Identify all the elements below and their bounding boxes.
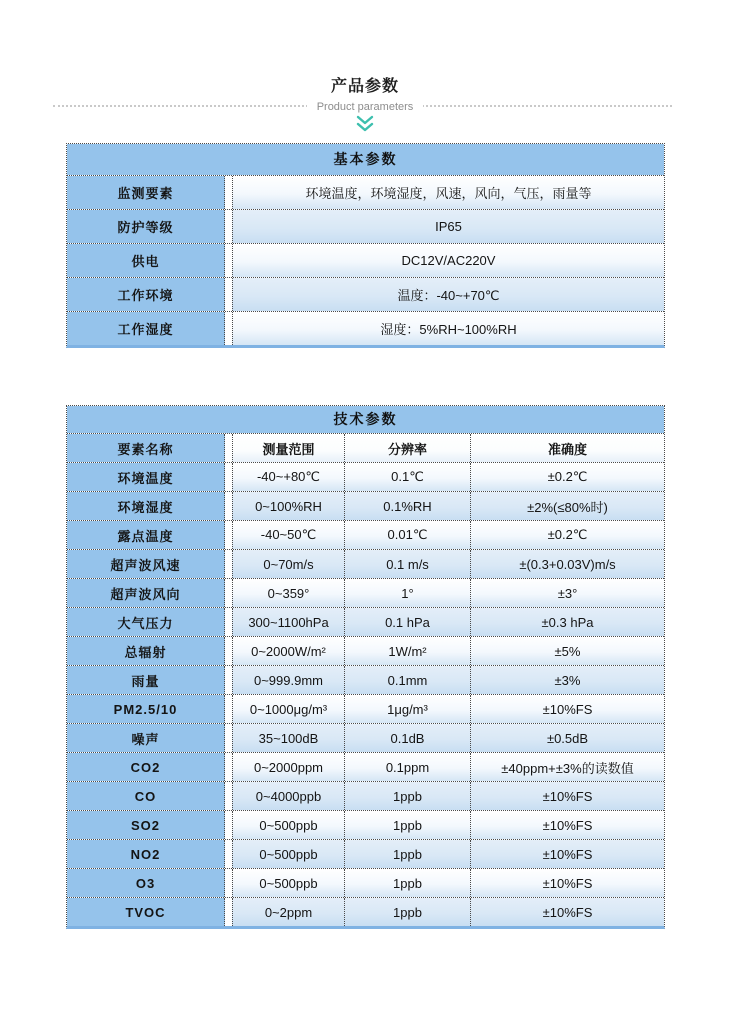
element-name-cell: 大气压力 xyxy=(67,608,225,636)
row-value-cell: 湿度：5%RH~100%RH xyxy=(232,312,664,345)
resolution-cell: 1° xyxy=(344,579,470,607)
measure-range-cell: 35~100dB xyxy=(232,724,344,752)
measure-range-cell: 0~2000ppm xyxy=(232,753,344,781)
column-gap xyxy=(225,434,232,462)
accuracy-cell: ±10%FS xyxy=(470,840,664,868)
element-name-cell: TVOC xyxy=(67,898,225,926)
measure-range-cell: 0~359° xyxy=(232,579,344,607)
element-name-cell: 超声波风向 xyxy=(67,579,225,607)
resolution-cell: 0.1 hPa xyxy=(344,608,470,636)
column-gap xyxy=(225,869,232,897)
column-gap xyxy=(225,521,232,549)
header-element-name: 要素名称 xyxy=(67,434,225,462)
element-name-cell: SO2 xyxy=(67,811,225,839)
measure-range-cell: 0~500ppb xyxy=(232,840,344,868)
table-row xyxy=(67,578,664,607)
accuracy-cell: ±10%FS xyxy=(470,782,664,810)
table-row xyxy=(67,810,664,839)
accuracy-cell: ±(0.3+0.03V)m/s xyxy=(470,550,664,578)
page-subtitle: Product parameters xyxy=(307,99,424,115)
basic-table-title: 基本参数 xyxy=(67,144,664,175)
column-gap xyxy=(225,811,232,839)
table-row xyxy=(67,243,664,277)
table-row xyxy=(67,665,664,694)
technical-parameters-table xyxy=(66,405,665,929)
table-row xyxy=(67,723,664,752)
basic-table-body xyxy=(67,175,664,345)
measure-range-cell: 0~2ppm xyxy=(232,898,344,926)
resolution-cell: 0.1 m/s xyxy=(344,550,470,578)
accuracy-cell: ±10%FS xyxy=(470,869,664,897)
column-gap xyxy=(225,176,232,209)
basic-parameters-table xyxy=(66,143,665,348)
header-resolution: 分辨率 xyxy=(344,434,470,462)
table-row xyxy=(67,462,664,491)
resolution-cell: 0.01℃ xyxy=(344,521,470,549)
measure-range-cell: -40~50℃ xyxy=(232,521,344,549)
page-header xyxy=(0,78,730,133)
column-gap xyxy=(225,898,232,926)
column-gap xyxy=(225,579,232,607)
resolution-cell: 1ppb xyxy=(344,811,470,839)
header-measure-range: 测量范围 xyxy=(232,434,344,462)
resolution-cell: 1ppb xyxy=(344,840,470,868)
accuracy-cell: ±10%FS xyxy=(470,811,664,839)
column-gap xyxy=(225,782,232,810)
row-value-cell: DC12V/AC220V xyxy=(232,244,664,277)
table-row xyxy=(67,491,664,520)
column-gap xyxy=(225,724,232,752)
tech-table-body xyxy=(67,462,664,926)
table-row xyxy=(67,636,664,665)
measure-range-cell: 300~1100hPa xyxy=(232,608,344,636)
page-title: 产品参数 xyxy=(330,78,399,95)
row-label-cell: 工作湿度 xyxy=(67,312,225,345)
element-name-cell: 露点温度 xyxy=(67,521,225,549)
resolution-cell: 1ppb xyxy=(344,898,470,926)
resolution-cell: 0.1℃ xyxy=(344,463,470,491)
measure-range-cell: 0~999.9mm xyxy=(232,666,344,694)
accuracy-cell: ±0.3 hPa xyxy=(470,608,664,636)
resolution-cell: 1μg/m³ xyxy=(344,695,470,723)
measure-range-cell: 0~2000W/m² xyxy=(232,637,344,665)
table-row xyxy=(67,277,664,311)
accuracy-cell: ±0.2℃ xyxy=(470,463,664,491)
column-gap xyxy=(225,312,232,345)
row-label-cell: 供电 xyxy=(67,244,225,277)
resolution-cell: 1ppb xyxy=(344,782,470,810)
table-row xyxy=(67,607,664,636)
accuracy-cell: ±3% xyxy=(470,666,664,694)
page-subtitle-row xyxy=(0,97,730,113)
element-name-cell: NO2 xyxy=(67,840,225,868)
measure-range-cell: 0~100%RH xyxy=(232,492,344,520)
column-gap xyxy=(225,550,232,578)
table-row xyxy=(67,781,664,810)
table-row xyxy=(67,694,664,723)
table-row xyxy=(67,520,664,549)
resolution-cell: 0.1dB xyxy=(344,724,470,752)
table-row xyxy=(67,311,664,345)
element-name-cell: O3 xyxy=(67,869,225,897)
accuracy-cell: ±10%FS xyxy=(470,695,664,723)
measure-range-cell: 0~500ppb xyxy=(232,869,344,897)
table-row xyxy=(67,839,664,868)
row-value-cell: 环境温度，环境湿度，风速，风向，气压，雨量等 xyxy=(232,176,664,209)
accuracy-cell: ±2%(≤80%时) xyxy=(470,492,664,520)
column-gap xyxy=(225,666,232,694)
column-gap xyxy=(225,492,232,520)
element-name-cell: 环境湿度 xyxy=(67,492,225,520)
accuracy-cell: ±0.5dB xyxy=(470,724,664,752)
row-value-cell: 温度：-40~+70℃ xyxy=(232,278,664,311)
table-row xyxy=(67,868,664,897)
column-gap xyxy=(225,695,232,723)
column-gap xyxy=(225,840,232,868)
table-row xyxy=(67,897,664,926)
resolution-cell: 1W/m² xyxy=(344,637,470,665)
measure-range-cell: 0~1000μg/m³ xyxy=(232,695,344,723)
column-gap xyxy=(225,637,232,665)
header-accuracy: 准确度 xyxy=(470,434,664,462)
resolution-cell: 0.1mm xyxy=(344,666,470,694)
resolution-cell: 0.1%RH xyxy=(344,492,470,520)
element-name-cell: PM2.5/10 xyxy=(67,695,225,723)
column-gap xyxy=(225,463,232,491)
table-row xyxy=(67,549,664,578)
row-label-cell: 防护等级 xyxy=(67,210,225,243)
tech-table-header-row xyxy=(67,433,664,462)
element-name-cell: CO xyxy=(67,782,225,810)
element-name-cell: CO2 xyxy=(67,753,225,781)
tech-table-title: 技术参数 xyxy=(67,406,664,433)
measure-range-cell: -40~+80℃ xyxy=(232,463,344,491)
table-row xyxy=(67,752,664,781)
column-gap xyxy=(225,210,232,243)
accuracy-cell: ±10%FS xyxy=(470,898,664,926)
column-gap xyxy=(225,753,232,781)
element-name-cell: 超声波风速 xyxy=(67,550,225,578)
chevron-double-down-icon xyxy=(0,115,730,133)
row-label-cell: 监测要素 xyxy=(67,176,225,209)
row-label-cell: 工作环境 xyxy=(67,278,225,311)
element-name-cell: 雨量 xyxy=(67,666,225,694)
column-gap xyxy=(225,608,232,636)
accuracy-cell: ±40ppm+±3%的读数值 xyxy=(470,753,664,781)
column-gap xyxy=(225,244,232,277)
element-name-cell: 噪声 xyxy=(67,724,225,752)
measure-range-cell: 0~4000ppb xyxy=(232,782,344,810)
accuracy-cell: ±5% xyxy=(470,637,664,665)
measure-range-cell: 0~500ppb xyxy=(232,811,344,839)
element-name-cell: 环境温度 xyxy=(67,463,225,491)
row-value-cell: IP65 xyxy=(232,210,664,243)
resolution-cell: 0.1ppm xyxy=(344,753,470,781)
element-name-cell: 总辐射 xyxy=(67,637,225,665)
accuracy-cell: ±3° xyxy=(470,579,664,607)
table-row xyxy=(67,209,664,243)
resolution-cell: 1ppb xyxy=(344,869,470,897)
column-gap xyxy=(225,278,232,311)
table-row xyxy=(67,175,664,209)
accuracy-cell: ±0.2℃ xyxy=(470,521,664,549)
measure-range-cell: 0~70m/s xyxy=(232,550,344,578)
